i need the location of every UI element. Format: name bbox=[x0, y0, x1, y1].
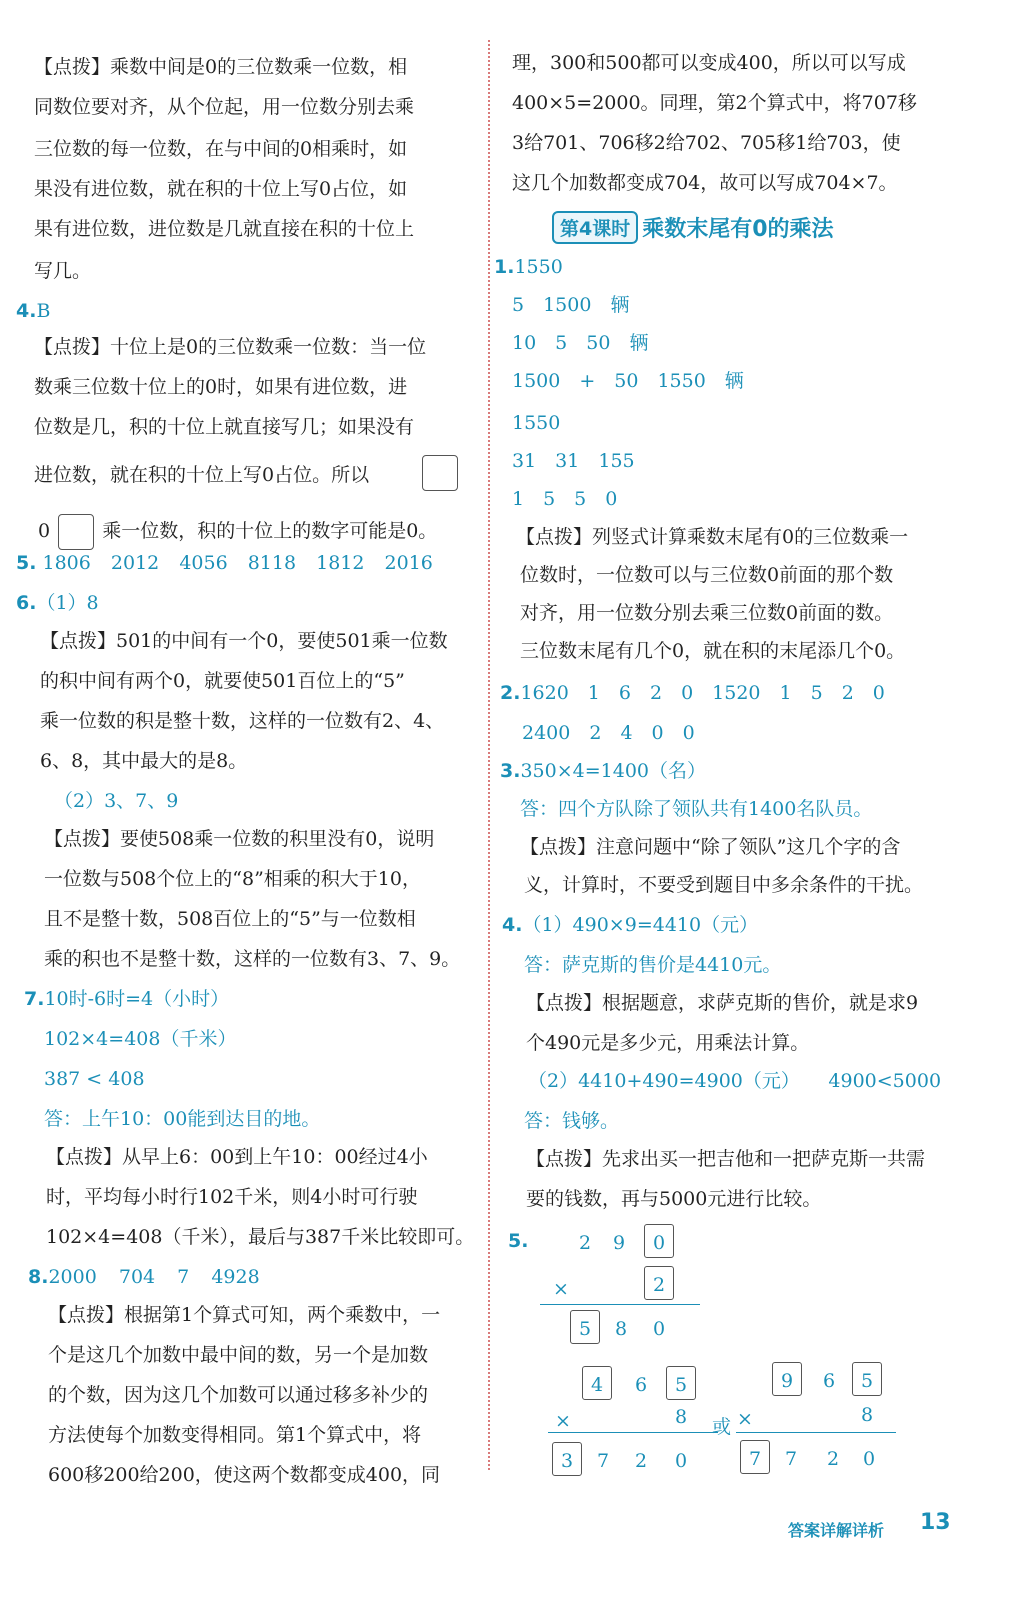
q4-tip-tail bbox=[38, 514, 437, 550]
vertical-multiplication-1 bbox=[540, 1222, 710, 1352]
q7-line: 102×4=408（千米） bbox=[44, 1028, 237, 1050]
vertical-multiplication-3 bbox=[736, 1358, 906, 1488]
blank-box bbox=[422, 455, 458, 491]
q8-number: 8. bbox=[28, 1266, 49, 1288]
q7-line-text: 10时-6时=4（小时） bbox=[44, 988, 230, 1010]
q5-value: 8118 bbox=[247, 552, 297, 574]
r-q1-line: 1500 + 50 1550 辆 bbox=[512, 370, 744, 392]
q7-line bbox=[24, 990, 229, 1009]
intro-line: 果有进位数，进位数是几就直接在积的十位上 bbox=[34, 218, 415, 240]
r-q4-tip-line: 【点拨】根据题意，求萨克斯的售价，就是求9 bbox=[526, 992, 919, 1014]
r-q2-text: 1620 1 6 2 0 1520 1 5 2 0 bbox=[520, 682, 885, 704]
q6-tip-line: 的积中间有两个0，就要使501百位上的“5” bbox=[40, 670, 405, 692]
q5-number: 5. bbox=[16, 552, 37, 574]
times-sign: × bbox=[553, 1278, 569, 1300]
digit: 8 bbox=[614, 1318, 628, 1340]
r-q5-number: 5. bbox=[508, 1230, 529, 1252]
digit: 2 bbox=[826, 1448, 840, 1470]
r-q1-tip-line: 三位数末尾有几个0，就在积的末尾添几个0。 bbox=[520, 640, 906, 662]
r-q4-line: 答：萨克斯的售价是4410元。 bbox=[524, 954, 782, 976]
digit: 0 bbox=[652, 1318, 666, 1340]
q4-answer-text: B bbox=[36, 300, 51, 322]
blank-box bbox=[58, 514, 94, 550]
q5-value: 1812 bbox=[316, 552, 365, 574]
q4-tip-line: 数乘三位数十位上的0时，如果有进位数，进 bbox=[34, 376, 408, 398]
r-q1-line: 10 5 50 辆 bbox=[512, 332, 649, 354]
column-divider bbox=[488, 40, 490, 1470]
r-q1-line: 1 5 5 0 bbox=[512, 488, 618, 510]
q5-answer bbox=[16, 554, 433, 573]
q4-tip-line: 位数是几，积的十位上就直接写几；如果没有 bbox=[34, 416, 415, 438]
r-q1-line: 31 31 155 bbox=[512, 450, 635, 472]
q7-tip-line: 时，平均每小时行102千米，则4小时可行驶 bbox=[46, 1186, 418, 1208]
q7-number: 7. bbox=[24, 988, 45, 1010]
q7-line: 387 < 408 bbox=[44, 1068, 145, 1090]
q7-line: 答：上午10：00能到达目的地。 bbox=[44, 1108, 321, 1130]
r-q1-tip-line: 位数时，一位数可以与三位数0前面的那个数 bbox=[520, 564, 894, 586]
q8-answer bbox=[28, 1268, 260, 1287]
r-q2-number: 2. bbox=[500, 682, 521, 704]
intro-line: 写几。 bbox=[34, 260, 92, 282]
q5-value: 2016 bbox=[384, 552, 433, 574]
digit: 4 bbox=[590, 1374, 604, 1396]
q8-tip-line: 的个数，因为这几个加数可以通过移多补少的 bbox=[48, 1384, 429, 1406]
r-q1-text: 1550 bbox=[514, 256, 563, 278]
r-q3-tip-line: 【点拨】注意问题中“除了领队”这几个字的含 bbox=[520, 836, 901, 858]
q4-number: 4. bbox=[16, 300, 37, 322]
q5-value: 1806 bbox=[42, 552, 91, 574]
q6-answer-1-text: （1）8 bbox=[36, 592, 99, 614]
q8-tip-line: 600移200给200，使这两个数都变成400，同 bbox=[48, 1464, 441, 1486]
lesson-title: 乘数末尾有0的乘法 bbox=[642, 216, 834, 242]
digit: 5 bbox=[674, 1374, 688, 1396]
q6-tip-line: 【点拨】501的中间有一个0，要使501乘一位数 bbox=[40, 630, 448, 652]
q4-tip-text: 进位数，就在积的十位上写0占位。所以 bbox=[34, 464, 370, 486]
lesson-tag: 第4课时 bbox=[552, 211, 638, 244]
q8-value: 7 bbox=[177, 1266, 190, 1288]
q6-tip-line: 乘一位数的积是整十数，这样的一位数有2、4、 bbox=[40, 710, 445, 732]
digit: 2 bbox=[634, 1450, 648, 1472]
digit: 0 bbox=[862, 1448, 876, 1470]
digit: 9 bbox=[780, 1370, 794, 1392]
q8-value: 2000 bbox=[48, 1266, 97, 1288]
r-q1-tip-line: 【点拨】列竖式计算乘数末尾有0的三位数乘一 bbox=[516, 526, 909, 548]
digit: 7 bbox=[784, 1448, 798, 1470]
digit: 5 bbox=[578, 1318, 592, 1340]
q4-answer bbox=[16, 302, 50, 321]
digit: 3 bbox=[560, 1450, 574, 1472]
q8-value: 4928 bbox=[211, 1266, 260, 1288]
q6-tip-line: 乘的积也不是整十数，这样的一位数有3、7、9。 bbox=[44, 948, 461, 970]
vertical-multiplication-2 bbox=[548, 1362, 728, 1492]
r-q4-line: （2）4410+490=4900（元） 4900<5000 bbox=[528, 1070, 942, 1092]
r-q1-line: 5 1500 辆 bbox=[512, 294, 630, 316]
cont-line: 3给701、706移2给702、705移1给703，使 bbox=[512, 132, 901, 154]
r-q3-tip-line: 义，计算时，不要受到题目中多余条件的干扰。 bbox=[524, 874, 924, 896]
q6-answer-1 bbox=[16, 594, 99, 613]
r-q1-line bbox=[494, 258, 563, 277]
cont-line: 400×5=2000。同理，第2个算式中，将707移 bbox=[512, 92, 917, 114]
lesson-heading bbox=[552, 212, 834, 242]
q6-tip-line: 且不是整十数，508百位上的“5”与一位数相 bbox=[44, 908, 416, 930]
rule-line bbox=[736, 1432, 896, 1433]
q4-tip-line: 【点拨】十位上是0的三位数乘一位数：当一位 bbox=[34, 336, 427, 358]
q7-tip-line: 【点拨】从早上6：00到上午10：00经过4小 bbox=[46, 1146, 428, 1168]
digit: 9 bbox=[612, 1232, 626, 1254]
r-q2-line: 2400 2 4 0 0 bbox=[522, 722, 695, 744]
q6-tip-line: 一位数与508个位上的“8”相乘的积大于10， bbox=[44, 868, 421, 890]
r-q4-text: （1）490×9=4410（元） bbox=[522, 914, 759, 936]
intro-line: 【点拨】乘数中间是0的三位数乘一位数，相 bbox=[34, 56, 408, 78]
digit: 8 bbox=[674, 1406, 688, 1428]
q5-value: 2012 bbox=[110, 552, 160, 574]
q6-number: 6. bbox=[16, 592, 37, 614]
digit: 5 bbox=[860, 1370, 874, 1392]
cont-line: 这几个加数都变成704，故可以写成704×7。 bbox=[512, 172, 898, 194]
digit: 0 bbox=[652, 1232, 666, 1254]
r-q4-line: 答：钱够。 bbox=[524, 1110, 620, 1132]
r-q4-line bbox=[502, 916, 758, 935]
r-q4-tip-line: 【点拨】先求出买一把吉他和一把萨克斯一共需 bbox=[526, 1148, 926, 1170]
r-q1-line: 1550 bbox=[512, 412, 561, 434]
q8-value: 704 bbox=[118, 1266, 156, 1288]
times-sign: × bbox=[737, 1408, 753, 1430]
digit: 2 bbox=[578, 1232, 592, 1254]
digit: 2 bbox=[652, 1274, 666, 1296]
q7-tip-line: 102×4=408（千米），最后与387千米比较即可。 bbox=[46, 1226, 475, 1248]
footer-label: 答案详解详析 bbox=[788, 1521, 885, 1540]
q4-tip-line bbox=[34, 466, 369, 485]
r-q1-tip-line: 对齐，用一位数分别去乘三位数0前面的数。 bbox=[520, 602, 894, 624]
page-number: 13 bbox=[920, 1510, 951, 1535]
or-label: 或 bbox=[712, 1416, 732, 1438]
rule-line bbox=[548, 1432, 718, 1433]
r-q1-number: 1. bbox=[494, 256, 515, 278]
r-q3-line: 答：四个方队除了领队共有1400名队员。 bbox=[520, 798, 873, 820]
intro-line: 同数位要对齐，从个位起，用一位数分别去乘 bbox=[34, 96, 415, 118]
q4-tail-zero: 0 bbox=[38, 520, 51, 542]
q4-tail-text: 乘一位数，积的十位上的数字可能是0。 bbox=[102, 520, 438, 542]
r-q4-number: 4. bbox=[502, 914, 523, 936]
digit: 6 bbox=[634, 1374, 648, 1396]
digit: 6 bbox=[822, 1370, 836, 1392]
digit: 7 bbox=[748, 1448, 762, 1470]
r-q3-line bbox=[500, 762, 706, 781]
digit: 7 bbox=[596, 1450, 610, 1472]
q8-tip-line: 方法使每个加数变得相同。第1个算式中，将 bbox=[48, 1424, 422, 1446]
digit: 0 bbox=[674, 1450, 688, 1472]
q6-tip-line: 【点拨】要使508乘一位数的积里没有0，说明 bbox=[44, 828, 435, 850]
q6-answer-2: （2）3、7、9 bbox=[54, 790, 179, 812]
r-q2-line bbox=[500, 684, 885, 703]
q6-tip-line: 6、8，其中最大的是8。 bbox=[40, 750, 248, 772]
r-q3-number: 3. bbox=[500, 760, 521, 782]
q8-tip-line: 【点拨】根据第1个算式可知，两个乘数中，一 bbox=[48, 1304, 441, 1326]
digit: 8 bbox=[860, 1404, 874, 1426]
times-sign: × bbox=[555, 1410, 571, 1432]
q8-tip-line: 个是这几个加数中最中间的数，另一个是加数 bbox=[48, 1344, 429, 1366]
cont-line: 理，300和500都可以变成400，所以可以写成 bbox=[512, 52, 906, 74]
q5-value: 4056 bbox=[179, 552, 228, 574]
rule-line bbox=[540, 1304, 700, 1305]
r-q4-tip-line: 个490元是多少元，用乘法计算。 bbox=[526, 1032, 810, 1054]
r-q4-tip-line: 要的钱数，再与5000元进行比较。 bbox=[526, 1188, 822, 1210]
r-q3-text: 350×4=1400（名） bbox=[520, 760, 707, 782]
intro-line: 果没有进位数，就在积的十位上写0占位，如 bbox=[34, 178, 408, 200]
intro-line: 三位数的每一位数，在与中间的0相乘时，如 bbox=[34, 138, 408, 160]
